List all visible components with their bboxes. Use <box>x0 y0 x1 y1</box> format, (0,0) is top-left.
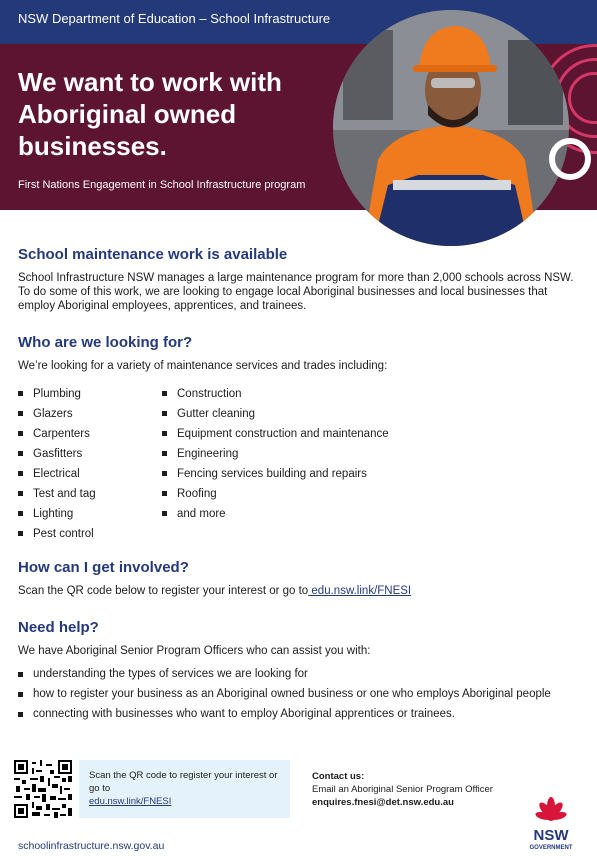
list-item: Glazers <box>18 407 158 427</box>
footer-url[interactable]: schoolinfrastructure.nsw.gov.au <box>18 840 165 852</box>
worker-photo <box>333 10 569 246</box>
org-name: NSW Department of Education – School Infrastructure <box>18 11 331 26</box>
section-heading-get-involved: How can I get involved? <box>18 559 189 576</box>
qr-info-link[interactable]: edu.nsw.link/FNESI <box>89 796 172 807</box>
trades-list-col1 <box>18 387 158 547</box>
list-item: Equipment construction and maintenance <box>162 427 462 447</box>
list-item: Gasfitters <box>18 447 158 467</box>
section-heading-need-help: Need help? <box>18 619 99 636</box>
list-item: and more <box>162 507 462 527</box>
decorative-ring <box>549 138 591 180</box>
qr-code[interactable] <box>14 760 72 818</box>
qr-info-box <box>79 760 290 818</box>
list-item: Carpenters <box>18 427 158 447</box>
contact-email[interactable]: enquires.fnesi@det.nsw.edu.au <box>312 797 454 808</box>
help-list <box>18 668 578 728</box>
list-item: connecting with businesses who want to employ Aboriginal apprentices or trainees. <box>18 708 578 721</box>
list-item: Engineering <box>162 447 462 467</box>
list-item: Lighting <box>18 507 158 527</box>
trades-list-col2 <box>162 387 462 527</box>
list-item: how to register your business as an Aboriginal owned business or one who employs Aboriginal people <box>18 688 578 701</box>
list-item: Roofing <box>162 487 462 507</box>
looking-for-intro: We’re looking for a variety of maintenance services and trades including: <box>18 360 388 372</box>
hero-subtitle: First Nations Engagement in School Infrastructure program <box>18 179 306 191</box>
list-item: Construction <box>162 387 462 407</box>
list-item: Pest control <box>18 527 158 547</box>
need-help-intro: We have Aboriginal Senior Program Officers who can assist you with: <box>18 645 371 657</box>
nsw-government-logo <box>522 796 580 854</box>
list-item: Gutter cleaning <box>162 407 462 427</box>
hero-title: We want to work with Aboriginal owned businesses. <box>18 67 282 161</box>
contact-block <box>312 770 532 809</box>
get-involved-body <box>18 584 411 598</box>
register-link[interactable]: edu.nsw.link/FNESI <box>308 585 412 597</box>
list-item: Test and tag <box>18 487 158 507</box>
section-heading-maintenance: School maintenance work is available <box>18 246 288 263</box>
section-heading-looking-for: Who are we looking for? <box>18 334 193 351</box>
list-item: understanding the types of services we are looking for <box>18 668 578 681</box>
qr-info-text: Scan the QR code to register your interest or go to <box>89 770 278 794</box>
maintenance-body: School Infrastructure NSW manages a large maintenance program for more than 2,000 schools across NSW. To do some of this work, we are looking to engage local Aboriginal businesses and local businesses that employ Aboriginal employees, apprentices, and trainees. <box>18 272 574 312</box>
list-item: Plumbing <box>18 387 158 407</box>
list-item: Electrical <box>18 467 158 487</box>
get-involved-text: Scan the QR code below to register your interest or go to <box>18 585 309 597</box>
logo-text: NSW <box>533 827 569 844</box>
list-item: Fencing services building and repairs <box>162 467 462 487</box>
contact-line: Email an Aboriginal Senior Program Officer <box>312 784 493 795</box>
logo-subtext: GOVERNMENT <box>529 845 573 851</box>
contact-label: Contact us: <box>312 771 365 782</box>
